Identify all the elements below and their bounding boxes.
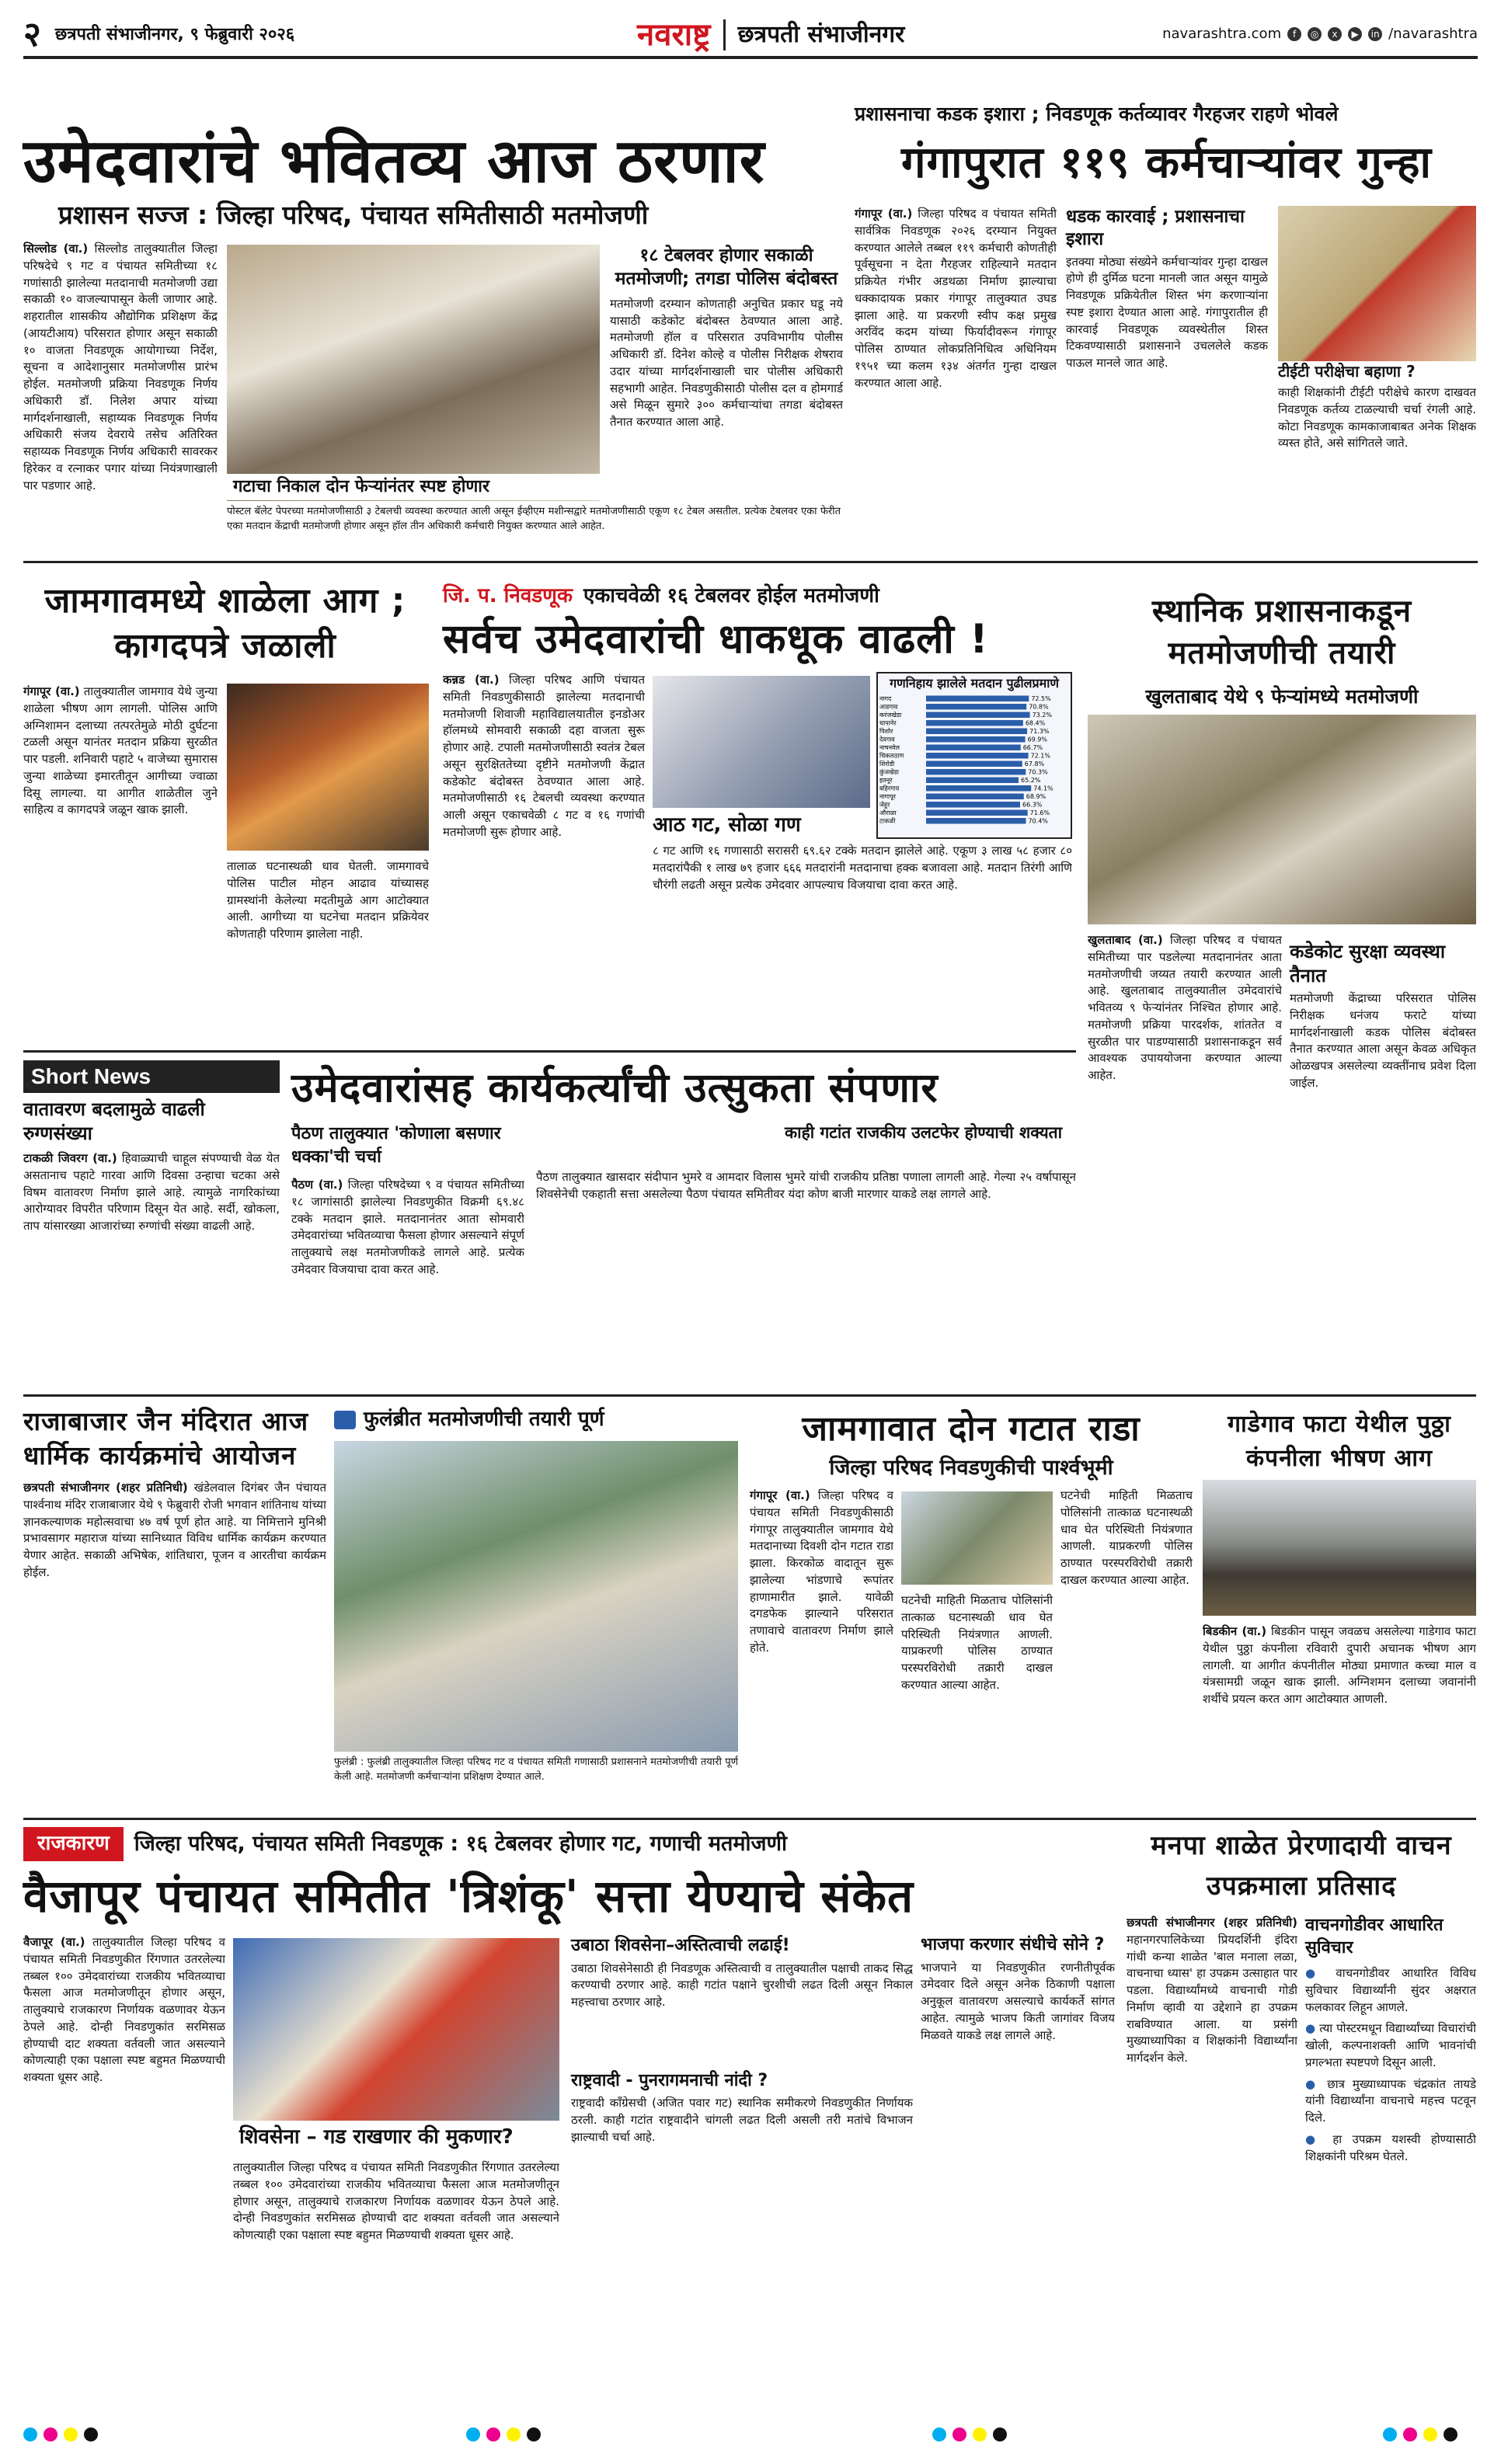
school-dateline: छत्रपती संभाजीनगर (शहर प्रतिनिधी) bbox=[1127, 1916, 1297, 1930]
masthead bbox=[637, 14, 904, 56]
x-icon[interactable]: x bbox=[1328, 27, 1342, 41]
chart-category-label: नागापूर bbox=[879, 793, 896, 801]
chart-bar bbox=[926, 761, 1022, 767]
chart-bar bbox=[926, 720, 1023, 726]
chart-bar bbox=[926, 802, 1020, 808]
linkedin-icon[interactable]: in bbox=[1368, 27, 1382, 41]
school-box bbox=[1305, 1915, 1476, 2408]
chart-bar bbox=[926, 729, 1027, 735]
khuldabad-box-title: कडेकोट सुरक्षा व्यवस्था तैनात bbox=[1290, 941, 1446, 987]
magenta-dot bbox=[1403, 2427, 1417, 2441]
jain-headline: राजाबाजार जैन मंदिरात आज धार्मिक कार्यक्रमांचे आयोजन bbox=[23, 1406, 309, 1470]
divider bbox=[23, 1050, 1076, 1053]
short-news-headline: वातावरण बदलामुळे वाढली रुग्णसंख्या bbox=[23, 1098, 205, 1144]
zp-body bbox=[443, 672, 645, 1037]
divider bbox=[23, 561, 1478, 563]
zp-bottom-body: ८ गट आणि १६ गणासाठी सरासरी ६९.६२ टक्के मतदान झालेले आहे. एकूण ३ लाख ५८ हजार ८० मतदारांपैकी १ लाख ७९ हजार ६६६ मतदारांनी मतदानाचा हक्क बजावला आहे. मतदान तिरंगी आणि चौरंगी लढती असून प्रत्येक उमेदवार आपल्याच विजयाचा दावा करत आहे. bbox=[653, 844, 1072, 892]
politics-box1-body: उबाठा शिवसेनेसाठी ही निवडणूक अस्तित्वाची व तालुक्यातील पक्षाची ताकद सिद्ध करण्याची ठरणार आहे. काही गटांत पक्षाने चुरशीची लढत दिली असून निकाल महत्त्वाचा ठरणार आहे. bbox=[571, 1961, 913, 2010]
social-handle[interactable]: /navarashtra bbox=[1388, 26, 1478, 42]
chart-value-label: 70.3% bbox=[1028, 768, 1048, 776]
jamgaon-text: जिल्हा परिषद व पंचायत समिती निवडणुकीसाठी गंगापूर तालुक्यातील जामगाव येथे मतदानाच्या दिवशी दोन गटात राडा झाला. किरकोळ वादातून सुरू झालेल्या भांडणाचे रूपांतर हाणामारीत झाले. यावेळी दगडफेक झाल्याने परिसरात तणावाचे वातावरण निर्माण झाले होते. bbox=[750, 1488, 893, 1655]
black-dot bbox=[993, 2427, 1007, 2441]
lead-headline: उमेदवारांचे भवितव्य आज ठरणार bbox=[23, 127, 765, 197]
short-news bbox=[23, 1060, 280, 1387]
politics-box1-title: उबाठा शिवसेना–अस्तित्वाची लढाई! bbox=[571, 1936, 790, 1955]
chart-bar bbox=[926, 769, 1026, 775]
chart-bar bbox=[926, 818, 1026, 824]
chart-bar bbox=[926, 696, 1029, 702]
paithan-box-body: पैठण तालुक्यात खासदार संदीपान भुमरे व आमदार विलास भुमरे यांची राजकीय प्रतिष्ठा पणाला लागली आहे. गेल्या २५ वर्षापासून शिवसेनेची एकहाती सत्ता असलेल्या पैठण पंचायत समितीवर यंदा कोण बाजी मारणार याकडे लक्ष लागले आहे. bbox=[536, 1170, 1076, 1201]
chart-category-label: जेहूर bbox=[879, 801, 890, 809]
chart-value-label: 74.1% bbox=[1033, 785, 1053, 792]
registration-marks bbox=[1383, 2427, 1457, 2441]
zp-text: जिल्हा परिषद आणि पंचायत समिती निवडणुकीसाठी झालेल्या मतदानाची मतमोजणी शिवाजी महाविद्यालयातील इनडोअर हॉलमध्ये सोमवारी सकाळी दहा वाजता सुरू होणार आहे. टपाली मतमोजणीसाठी स्वतंत्र टेबल असून सुरक्षिततेच्या दृष्टीने मतमोजणी केंद्रात कडेकोट बंदोबस्त ठेवण्यात आला आहे. मतमोजणीसाठी १६ टेबलची व्यवस्था करण्यात आली असून एकाचवेळी ८ गट व १६ गणांची मतमोजणी सुरू होणार आहे. bbox=[443, 673, 645, 839]
chart-value-label: 65.2% bbox=[1020, 777, 1041, 785]
lead-subhead: प्रशासन सज्ज : जिल्हा परिषद, पंचायत समितीसाठी मतमोजणी bbox=[58, 200, 649, 230]
vaijapur-office-photo bbox=[233, 1938, 559, 2121]
jamgaon-dateline: गंगापूर (वा.) bbox=[750, 1488, 810, 1502]
politics-analysis bbox=[571, 1934, 913, 2408]
chart-category-label: करंजखेडा bbox=[879, 712, 902, 719]
chart-bar bbox=[926, 794, 1024, 800]
magenta-dot bbox=[44, 2427, 57, 2441]
paithan-box-title: काही गटांत राजकीय उलटफेर होण्याची शक्यता bbox=[785, 1123, 1063, 1142]
chart-value-label: 69.9% bbox=[1027, 736, 1047, 743]
jain-dateline: छत्रपती संभाजीनगर (शहर प्रतिनिधी) bbox=[23, 1481, 188, 1495]
yellow-dot bbox=[1423, 2427, 1437, 2441]
zp-photo-caption: आठ गट, सोळा गण bbox=[653, 813, 801, 837]
edition-city: छत्रपती संभाजीनगर bbox=[723, 19, 905, 51]
school-fire-photo bbox=[227, 684, 429, 851]
evm-photo bbox=[653, 676, 870, 808]
fulambri-title-row bbox=[334, 1406, 738, 1433]
paithan-text: जिल्हा परिषदेच्या ९ व पंचायत समितीच्या १८ जागांसाठी झालेल्या निवडणुकीत विक्रमी ६९.४८ टक्के मतदान झाले. मतदानानंतर आता सोमवारी उमेदवारांच्या भवितव्याचा फैसला होणार असल्याने संपूर्ण तालुक्याचे लक्ष मतमोजणीकडे लागले आहे. प्रत्येक उमेदवार विजयाचा दावा करत आहे. bbox=[291, 1178, 524, 1276]
lead-body bbox=[23, 241, 218, 552]
page-number: २ bbox=[23, 15, 41, 55]
tet-title: टीईटी परीक्षेचा बहाणा ? bbox=[1278, 362, 1416, 381]
school-bullet: ● छात्र मुख्याध्यापक चंद्रकांत तायडे यांनी विद्यार्थ्यांना वाचनाचे महत्त्व पटवून दिले. bbox=[1305, 2076, 1476, 2127]
school-text: महानगरपालिकेच्या प्रियदर्शिनी इंदिरा गांधी कन्या शाळेत 'बाल मनाला लळा, वाचनाचा ध्यास' हा उपक्रम उत्साहात पार पडला. विद्यार्थ्यांमध्ये वाचनाची गोडी निर्माण व्हावी या उद्देशाने हा उपक्रम राबविण्यात आला. या प्रसंगी मुख्याध्यापिका व शिक्षकांनी विद्यार्थ्यांना मार्गदर्शन केले. bbox=[1127, 1932, 1297, 2065]
paithan-dateline: पैठण (वा.) bbox=[291, 1178, 343, 1192]
gangapur-body bbox=[855, 206, 1057, 552]
website-link[interactable]: navarashtra.com bbox=[1162, 26, 1282, 42]
chart-value-label: 72.1% bbox=[1030, 752, 1051, 760]
chart-category-label: कुंजखेडा bbox=[879, 768, 899, 776]
politics-kicker-row bbox=[23, 1825, 1115, 1863]
chart-category-label: पिशोर bbox=[879, 728, 893, 736]
chart-bar bbox=[926, 704, 1026, 710]
divider bbox=[23, 1818, 1476, 1820]
chart-category-label: बहिरगाव bbox=[879, 785, 900, 792]
politics-box2-title: राष्ट्रवादी - पुनरागमनाची नांदी ? bbox=[571, 2070, 768, 2090]
khuldabad-text: जिल्हा परिषद व पंचायत समितीच्या पार पडलेल्या मतदानानंतर आता मतमोजणीची जय्यत तयारी करण्यात आली आहे. खुलताबाद तालुक्यातील उमेदवारांचे भवितव्य ९ फेऱ्यांनंतर निश्चित होणार आहे. मतमोजणी प्रक्रिया पारदर्शक, शांततेत व सुरळीत पार पाडण्यासाठी प्रशासनाकडून सर्व आवश्यक उपाययोजना करण्यात आल्या आहेत. bbox=[1088, 933, 1282, 1082]
gadegaon-headline: गाडेगाव फाटा येथील पुठ्ठा कंपनीला भीषण आग bbox=[1228, 1411, 1451, 1472]
politics-headline: वैजापूर पंचायत समितीत 'त्रिशंकू' सत्ता येण्याचे संकेत bbox=[23, 1870, 914, 1923]
jain-body bbox=[23, 1480, 326, 1810]
factory-fire-photo bbox=[1203, 1480, 1476, 1616]
gangapur-box-title: धडक कारवाई ; प्रशासनाचा इशारा bbox=[1066, 207, 1245, 249]
lead-box bbox=[610, 245, 843, 501]
lead-box-body: मतमोजणी दरम्यान कोणताही अनुचित प्रकार घडू नये यासाठी कडेकोट बंदोबस्त ठेवण्यात आला आहे. मतमोजणी हॉल व परिसरात उपविभागीय पोलीस अधिकारी डॉ. दिनेश कोल्हे व पोलीस निरीक्षक शेषराव उदार यांच्या मार्गदर्शनाखाली चार पोलीस अधिकारी सहभागी आहेत. निवडणुकीसाठी पोलीस दल व होमगार्ड असे मिळून सुमारे ३०० कर्मचाऱ्यांचा तगडा बंदोबस्त तैनात करण्यात आला आहे. bbox=[610, 296, 843, 430]
magenta-dot bbox=[486, 2427, 500, 2441]
short-news-body bbox=[23, 1150, 280, 1383]
newspaper-logo[interactable]: नवराष्ट्र bbox=[637, 16, 711, 53]
jain-text: खंडेलवाल दिगंबर जैन पंचायत पार्श्वनाथ मंदिर राजाबाजार येथे ९ फेब्रुवारी रोजी भगवान शांतिनाथ यांच्या ज्ञानकल्याणक महोत्सवाचा ४७ वर्ष पूर्ण होत आहे. या निमित्ताने मुनिश्री प्रभावसागर महाराज यांच्या सानिध्यात विविध धार्मिक कार्यक्रम करण्यात येणार आहेत. सकाळी अभिषेक, शांतिधारा, पूजन व आरतीचा कार्यक्रम होईल. bbox=[23, 1481, 326, 1579]
politics-box3-body: भाजपाने या निवडणुकीत रणनीतीपूर्वक उमेदवार दिले असून अनेक ठिकाणी पक्षाला अनुकूल वातावरण असल्याचे कार्यकर्ते सांगत आहेत. त्यामुळे भाजप किती जागांवर विजय मिळवते याकडे लक्ष लागले आहे. bbox=[921, 1960, 1115, 2042]
khuldabad-police-photo bbox=[1088, 715, 1476, 924]
counting-hall-photo bbox=[227, 245, 600, 501]
fire-body bbox=[23, 684, 218, 1041]
politics-body-cont: तालुक्यातील जिल्हा परिषद व पंचायत समिती निवडणुकीत रिंगणात उतरलेल्या तब्बल १०० उमेदवारांच्या राजकीय भवितव्याचा फैसला आज मतमोजणीतून होणार असून, तालुक्याचे राजकारण निर्णायक वळणावर येऊन ठेपले आहे. दोन्ही निवडणुकांत सरमिसळ होण्याची दाट शक्यता वर्तवली जात असल्याने कोणत्याही एका पक्षाला स्पष्ट बहुमत मिळण्याची शक्यता धूसर आहे. bbox=[233, 2160, 559, 2242]
chart-category-label: नागद bbox=[879, 695, 892, 703]
gangapur-headline: गंगापुरात ११९ कर्मचाऱ्यांवर गुन्हा bbox=[901, 137, 1432, 188]
black-dot bbox=[84, 2427, 98, 2441]
jamgaon-body bbox=[750, 1488, 893, 1810]
khuldabad-box-body: मतमोजणी केंद्राच्या परिसरात पोलिस निरीक्षक धनंजय फराटे यांच्या मार्गदर्शनाखाली कडक पोलिस बंदोबस्त तैनात करण्यात आला असून केवळ अधिकृत ओळखपत्र असलेल्या व्यक्तींनाच प्रवेश दिला जाईल. bbox=[1290, 991, 1476, 1090]
chart-svg bbox=[878, 693, 1071, 825]
fire-dateline: गंगापूर (वा.) bbox=[23, 684, 80, 698]
short-news-dateline: टाकळी जिवरग (वा.) bbox=[23, 1151, 117, 1166]
fulambri-hall-photo bbox=[334, 1441, 738, 1752]
instagram-icon[interactable]: ◎ bbox=[1308, 27, 1322, 41]
cyan-dot bbox=[1383, 2427, 1397, 2441]
gadegaon-text: बिडकीन पासून जवळच असलेल्या गाडेगाव फाटा येथील पुठ्ठा कंपनीला रविवारी दुपारी अचानक भीषण आग लागली. या आगीत कंपनीतील मोठ्या प्रमाणात कच्चा माल व यंत्रसामग्री जळून खाक झाली. अग्निशमन दलाच्या जवानांनी शर्थीचे प्रयत्न करत आग आटोक्यात आणली. bbox=[1203, 1624, 1476, 1706]
school-bullet: ● वाचनगोडीवर आधारित विविध सुविचार विद्यार्थ्यांनी सुंदर अक्षरात फलकावर लिहून आणले. bbox=[1305, 1965, 1476, 2016]
jamgaon-body2: घटनेची माहिती मिळताच पोलिसांनी तात्काळ घटनास्थळी धाव घेत परिस्थिती नियंत्रणात आणली. याप्रकरणी पोलिस ठाण्यात परस्परविरोधी तक्रारी दाखल करण्यात आल्या आहेत. bbox=[901, 1593, 1053, 1692]
lead-dateline: सिल्लोड (वा.) bbox=[23, 242, 89, 256]
chart-title: गणनिहाय झालेले मतदान पुढीलप्रमाणे bbox=[890, 676, 1059, 691]
chart-category-label: देवगाव bbox=[879, 736, 895, 743]
paithan-headline: उमेदवारांसह कार्यकर्त्यांची उत्सुकता संपणार bbox=[291, 1065, 939, 1112]
gadegaon-body bbox=[1203, 1624, 1476, 1810]
tet-body: काही शिक्षकांनी टीईटी परीक्षेचे कारण दाखवत निवडणूक कर्तव्य टाळल्याची चर्चा रंगली आहे. कोटा निवडणूक कामकाजाबाबत अनेक शिक्षक व्यस्त होते, असे सांगितले जाते. bbox=[1278, 385, 1476, 451]
jamgaon-photo bbox=[901, 1491, 1053, 1585]
politics-photo-caption: शिवसेना – गड राखणार की मुकणार? bbox=[233, 2121, 559, 2154]
jamgaon-subhead: जिल्हा परिषद निवडणुकीची पार्श्वभूमी bbox=[829, 1456, 1113, 1480]
lead-photo-caption: गटाचा निकाल दोन फेऱ्यांनंतर स्पष्ट होणार bbox=[227, 474, 600, 500]
school-bullet: ● त्या पोस्टरमधून विद्यार्थ्यांच्या विचारांची खोली, कल्पनाशक्ती आणि भावनांची प्रगल्भता स्पष्टपणे दिसून आली. bbox=[1305, 2020, 1476, 2071]
youtube-icon[interactable]: ▶ bbox=[1348, 27, 1362, 41]
school-box-title: वाचनगोडीवर आधारित सुविचार bbox=[1305, 1916, 1444, 1958]
black-dot bbox=[527, 2427, 541, 2441]
politics-box2-body: राष्ट्रवादी काँग्रेसची (अजित पवार गट) स्थानिक समीकरणे निवडणुकीत निर्णायक ठरली. काही गटांत राष्ट्रवादीने चांगली लढत दिली असली तरी मतांचे विभाजन झाल्याची चर्चा आहे. bbox=[571, 2096, 913, 2144]
lead-photo-note: पोस्टल बॅलेट पेपरच्या मतमोजणीसाठी ३ टेबलची व्यवस्था करण्यात आली असून ईव्हीएम मशीन्सद्वारे मतमोजणीसाठी एकूण १८ टेबल असतील. प्रत्येक टेबलवर एका फेरीत एका मतदान केंद्राची मतमोजणी होणार असून हॉल तीन अधिकारी कर्मचारी नियुक्त करण्यात आले आहेत. bbox=[227, 506, 841, 532]
chart-category-label: हतनूर bbox=[879, 777, 893, 785]
yellow-dot bbox=[973, 2427, 987, 2441]
polling-chart bbox=[876, 672, 1072, 839]
cyan-dot bbox=[466, 2427, 480, 2441]
zp-headline: सर्वच उमेदवारांची धाकधूक वाढली ! bbox=[443, 616, 989, 663]
chart-category-label: टाकळी bbox=[879, 817, 896, 825]
jamgaon-headline: जामगावात दोन गटात राडा bbox=[802, 1409, 1141, 1449]
jamgaon-body3: घटनेची माहिती मिळताच पोलिसांनी तात्काळ घटनास्थळी धाव घेत परिस्थिती नियंत्रणात आणली. याप्रकरणी पोलिस ठाण्यात परस्परविरोधी तक्रारी दाखल करण्यात आल्या आहेत. bbox=[1060, 1488, 1193, 1587]
chart-bar bbox=[926, 785, 1031, 792]
chart-value-label: 73.2% bbox=[1032, 712, 1053, 719]
chart-bar bbox=[926, 736, 1026, 743]
facebook-icon[interactable]: f bbox=[1287, 27, 1301, 41]
chart-bar bbox=[926, 778, 1019, 784]
chart-value-label: 66.7% bbox=[1022, 744, 1043, 752]
school-body bbox=[1127, 1915, 1297, 2408]
registration-marks bbox=[466, 2427, 541, 2441]
gangapur-dateline: गंगापूर (वा.) bbox=[855, 207, 913, 221]
social-links bbox=[1162, 25, 1478, 44]
dateline: छत्रपती संभाजीनगर, ९ फेब्रुवारी २०२६ bbox=[54, 25, 295, 45]
chart-category-label: चापानेर bbox=[879, 719, 897, 727]
chart-value-label: 68.4% bbox=[1025, 719, 1046, 727]
lead-box-title: १८ टेबलवर होणार सकाळी मतमोजणी; तगडा पोलिस बंदोबस्त bbox=[615, 245, 838, 289]
chart-bar bbox=[926, 745, 1021, 751]
politics-box3-title: भाजपा करणार संधीचे सोने ? bbox=[921, 1935, 1105, 1954]
politics-dateline: वैजापूर (वा.) bbox=[23, 1935, 85, 1949]
politics-kicker: जिल्हा परिषद, पंचायत समिती निवडणूक : १६ टेबलवर होणार गट, गणाची मतमोजणी bbox=[134, 1831, 788, 1856]
chart-category-label: औराळा bbox=[879, 809, 897, 817]
politics-body bbox=[23, 1934, 225, 2408]
politics-bjp bbox=[921, 1934, 1115, 2408]
cyan-dot bbox=[23, 2427, 37, 2441]
fire-caption-body: तालाळ घटनास्थळी धाव घेतली. जामगावचे पोलिस पाटील मोहन आढाव यांच्यासह ग्रामस्थांनी केलेल्या मदतीमुळे आग आटोक्यात आली. आगीच्या या घटनेचा मतदान प्रक्रियेवर कोणताही परिणाम झालेला नाही. bbox=[227, 859, 429, 941]
zp-kicker: एकाचवेळी १६ टेबलवर होईल मतमोजणी bbox=[583, 584, 879, 608]
registration-marks bbox=[932, 2427, 1007, 2441]
zp-dateline: कन्नड (वा.) bbox=[443, 673, 500, 687]
chart-value-label: 66.3% bbox=[1022, 801, 1043, 809]
chart-category-label: चिकलठाण bbox=[879, 752, 904, 760]
short-news-label: Short News bbox=[23, 1060, 280, 1093]
khuldabad-dateline: खुलताबाद (वा.) bbox=[1088, 933, 1163, 947]
chart-value-label: 68.9% bbox=[1026, 793, 1047, 801]
fire-headline: जामगावमध्ये शाळेला आग ; कागदपत्रे जळाली bbox=[44, 581, 406, 666]
camera-icon bbox=[334, 1411, 356, 1429]
school-headline: मनपा शाळेत प्रेरणादायी वाचन उपक्रमाला प्रतिसाद bbox=[1151, 1830, 1452, 1902]
fir-illustration bbox=[1278, 206, 1476, 361]
fulambri-caption: फुलंब्री : फुलंब्री तालुक्यातील जिल्हा परिषद गट व पंचायत समिती गणासाठी प्रशासनाने मतमोजणीची तयारी पूर्ण केली आहे. मतमोजणी कर्मचाऱ्यांना प्रशिक्षण देण्यात आले. bbox=[334, 1756, 738, 1783]
chart-category-label: नाचनवेल bbox=[879, 744, 900, 752]
chart-bar bbox=[926, 712, 1030, 719]
lead-text: सिल्लोड तालुक्यातील जिल्हा परिषदेचे ९ गट व पंचायत समितीच्या १८ गणांसाठी झालेल्या मतदानाची मतमोजणी उद्या सकाळी १० वाजल्यापासून केली जाणार आहे. शहरातील शासकीय औद्योगिक प्रशिक्षण केंद्र (आयटीआय) परिसरात होणार असून सकाळी १० वाजता निवडणूक आयोगाच्या निर्देश, सूचना व आदेशानुसार मतमोजणीस प्रारंभ होईल. मतमोजणी प्रक्रिया निवडणूक निर्णय अधिकारी डॉ. निलेश अपार यांच्या मार्गदर्शनाखाली, सहाय्यक निवडणूक निर्णय अधिकारी संजय देवराये तसेच अतिरिक्त सहाय्यक निवडणूक निर्णय अधिकारी सावरकर हिरेकर व रत्नाकर पगार यांच्या नियंत्रणाखाली पार पडणार आहे. bbox=[23, 242, 218, 492]
zp-tag: जि. प. निवडणूक bbox=[443, 584, 573, 608]
yellow-dot bbox=[507, 2427, 521, 2441]
gangapur-text: जिल्हा परिषद व पंचायत समिती सार्वत्रिक निवडणूक २०२६ दरम्यान नियुक्त करण्यात आलेले तब्बल ११९ कर्मचारी कोणतीही पूर्वसूचना न देता गैरहजर राहिल्याने मतदान प्रक्रियेत गंभीर अडथळा निर्माण झाल्याचा धक्कादायक प्रकार गंगापूर तालुक्यात उघड झाला आहे. या प्रकरणी स्वीप कक्ष प्रमुख अरविंद कदम यांच्या फिर्यादीवरून गंगापूर पोलिस ठाण्यात लोकप्रतिनिधित्व अधिनियम १९५१ च्या कलम १३४ अंतर्गत गुन्हा दाखल करण्यात आला आहे. bbox=[855, 207, 1057, 390]
chart-value-label: 70.8% bbox=[1029, 703, 1049, 711]
chart-bar bbox=[926, 753, 1029, 759]
khuldabad-subhead: खुलताबाद येथे ९ फेऱ्यांमध्ये मतमोजणी bbox=[1145, 685, 1419, 708]
khuldabad-headline: स्थानिक प्रशासनाकडून मतमोजणीची तयारी bbox=[1151, 593, 1412, 671]
yellow-dot bbox=[64, 2427, 78, 2441]
politics-tag: राजकारण bbox=[23, 1827, 124, 1861]
magenta-dot bbox=[952, 2427, 966, 2441]
paithan-body bbox=[291, 1177, 524, 1387]
gangapur-box-body: इतक्या मोठ्या संख्येने कर्मचाऱ्यांवर गुन्हा दाखल होणे ही दुर्मिळ घटना मानली जात असून यामुळे निवडणूक प्रक्रियेतील शिस्त भंग करणाऱ्यांना स्पष्ट इशारा देण्यात आला आहे. गंगापुरातील ही कारवाई निवडणूक व्यवस्थेतील शिस्त टिकवण्यासाठी प्रशासनाने उचललेले कडक पाऊल मानले जात आहे. bbox=[1066, 254, 1268, 370]
cyan-dot bbox=[932, 2427, 946, 2441]
politics-text: तालुक्यातील जिल्हा परिषद व पंचायत समिती निवडणुकीत रिंगणात उतरलेल्या तब्बल १०० उमेदवारांच्या राजकीय भवितव्याचा फैसला आज मतमोजणीतून होणार असून, तालुक्याचे राजकारण निर्णायक वळणावर येऊन ठेपले आहे. दोन्ही निवडणुकांत सरमिसळ होण्याची दाट शक्यता वर्तवली जात असल्याने कोणत्याही एका पक्षाला स्पष्ट बहुमत मिळण्याची शक्यता धूसर आहे. bbox=[23, 1935, 225, 2084]
chart-bar bbox=[926, 810, 1028, 816]
school-bullet: ● हा उपक्रम यशस्वी होण्यासाठी शिक्षकांनी परिश्रम घेतले. bbox=[1305, 2132, 1476, 2166]
fulambri-headline: फुलंब्रीत मतमोजणीची तयारी पूर्ण bbox=[364, 1408, 604, 1431]
gangapur-kicker: प्रशासनाचा कडक इशारा ; निवडणूक कर्तव्यावर गैरहजर राहणे भोवले bbox=[855, 103, 1339, 125]
khuldabad-body bbox=[1088, 932, 1282, 1321]
registration-marks bbox=[23, 2427, 98, 2441]
page-header bbox=[23, 14, 1478, 59]
chart-value-label: 67.8% bbox=[1024, 760, 1045, 768]
gangapur-box bbox=[1066, 206, 1268, 552]
chart-value-label: 71.6% bbox=[1029, 809, 1050, 817]
chart-value-label: 70.4% bbox=[1028, 817, 1048, 825]
gadegaon-dateline: बिडकीन (वा.) bbox=[1203, 1624, 1267, 1638]
paithan-kicker: पैठण तालुक्यात 'कोणाला बसणार धक्का'ची चर्चा bbox=[291, 1124, 501, 1167]
chart-value-label: 72.5% bbox=[1031, 695, 1051, 703]
black-dot bbox=[1444, 2427, 1457, 2441]
chart-category-label: शिरोडी bbox=[879, 760, 895, 768]
fire-text: तालुक्यातील जामगाव येथे जुन्या शाळेला भीषण आग लागली. पोलिस आणि अग्निशामन दलाच्या तत्परतेमुळे मोठी दुर्घटना टळली असून यानंतर मतदान प्रक्रिया सुरळीत पार पडली. शनिवारी पहाटे ५ वाजेच्या सुमारास जुन्या शाळेच्या इमारतीतून आगीच्या ज्वाळा दिसू लागल्या. या आगीत शाळेतील जुने साहित्य व कागदपत्रे जळून खाक झाली. bbox=[23, 684, 218, 817]
chart-value-label: 71.3% bbox=[1029, 728, 1050, 736]
divider bbox=[23, 1394, 1476, 1397]
short-news-text: हिवाळ्याची चाहूल संपण्याची वेळ येत असतानाच पहाटे गारवा आणि दिवसा उन्हाचा चटका असे विषम वातावरण निर्माण झाले आहे. त्यामुळे नागरिकांच्या आरोग्यावर विपरीत परिणाम दिसून येत आहे. सर्दी, खोकला, ताप यांसारख्या आजारांच्या रुग्णांची संख्या वाढली आहे. bbox=[23, 1151, 280, 1234]
chart-category-label: आडगाव bbox=[879, 703, 898, 711]
zp-kicker-row bbox=[443, 581, 1072, 612]
